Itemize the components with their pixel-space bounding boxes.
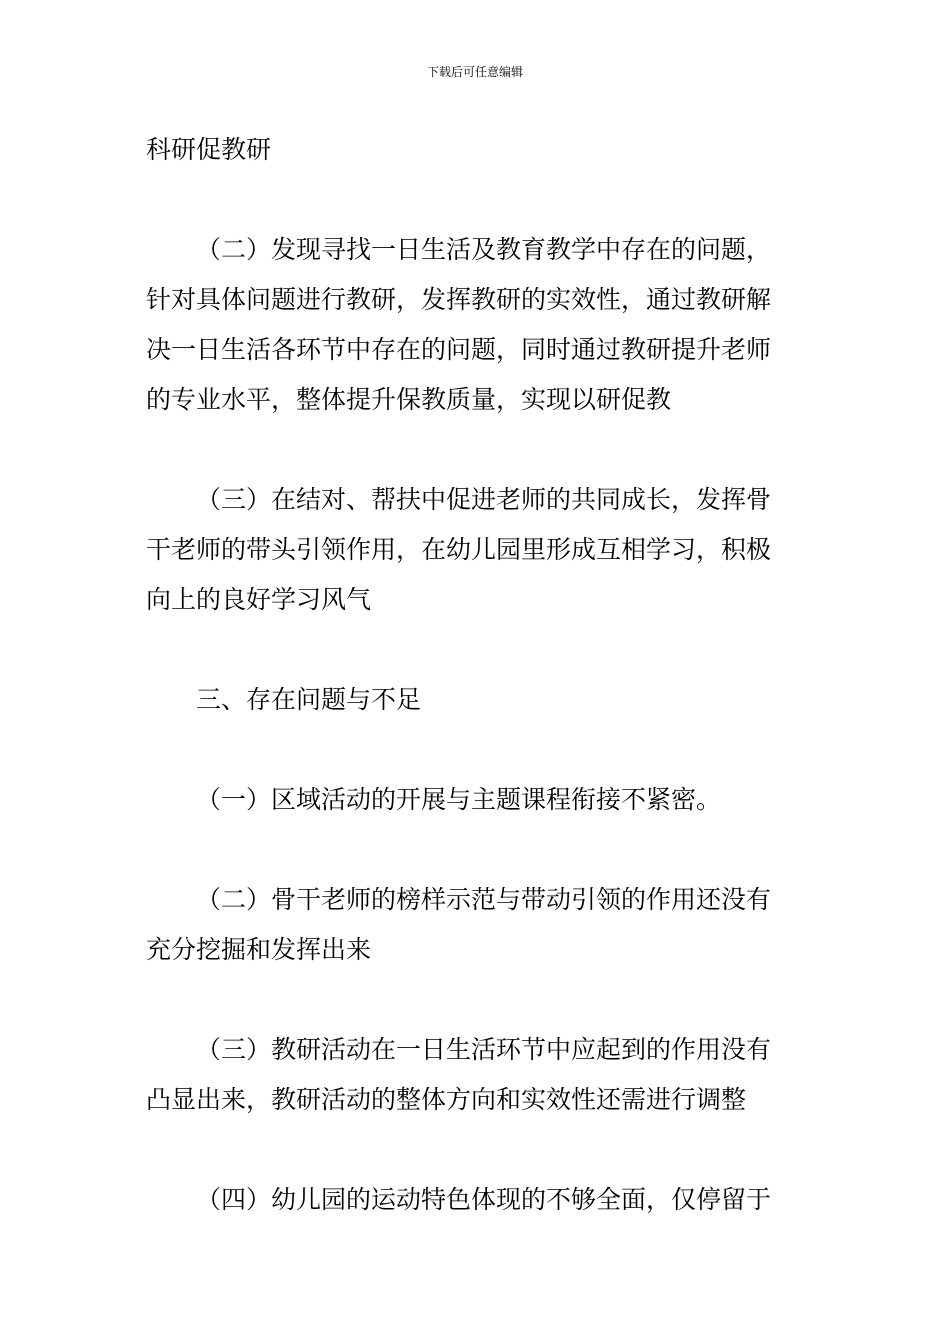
- text-line: 干老师的带头引领作用，在幼儿园里形成互相学习，积极: [146, 535, 772, 564]
- text-line: 针对具体问题进行教研，发挥教研的实效性，通过教研解: [146, 285, 772, 314]
- text-line: 凸显出来，教研活动的整体方向和实效性还需进行调整: [146, 1085, 747, 1114]
- text-line: （二）骨干老师的榜样示范与带动引领的作用还没有: [196, 885, 772, 914]
- text-line: （四）幼儿园的运动特色体现的不够全面，仅停留于: [196, 1185, 772, 1214]
- text-line: 充分挖掘和发挥出来: [146, 935, 372, 964]
- section-heading: 三、存在问题与不足: [196, 685, 422, 714]
- text-line: 的专业水平，整体提升保教质量，实现以研促教: [146, 385, 672, 414]
- text-line: （二）发现寻找一日生活及教育教学中存在的问题，: [196, 235, 772, 264]
- text-line: （三）在结对、帮扶中促进老师的共同成长，发挥骨: [196, 485, 772, 514]
- text-line: 科研促教研: [146, 135, 272, 164]
- text-line: （三）教研活动在一日生活环节中应起到的作用没有: [196, 1035, 772, 1064]
- text-line: 向上的良好学习风气: [146, 585, 372, 614]
- text-line: 决一日生活各环节中存在的问题，同时通过教研提升老师: [146, 335, 772, 364]
- text-line: （一）区域活动的开展与主题课程衔接不紧密。: [196, 785, 722, 814]
- page-header: 下载后可任意编辑: [426, 65, 523, 79]
